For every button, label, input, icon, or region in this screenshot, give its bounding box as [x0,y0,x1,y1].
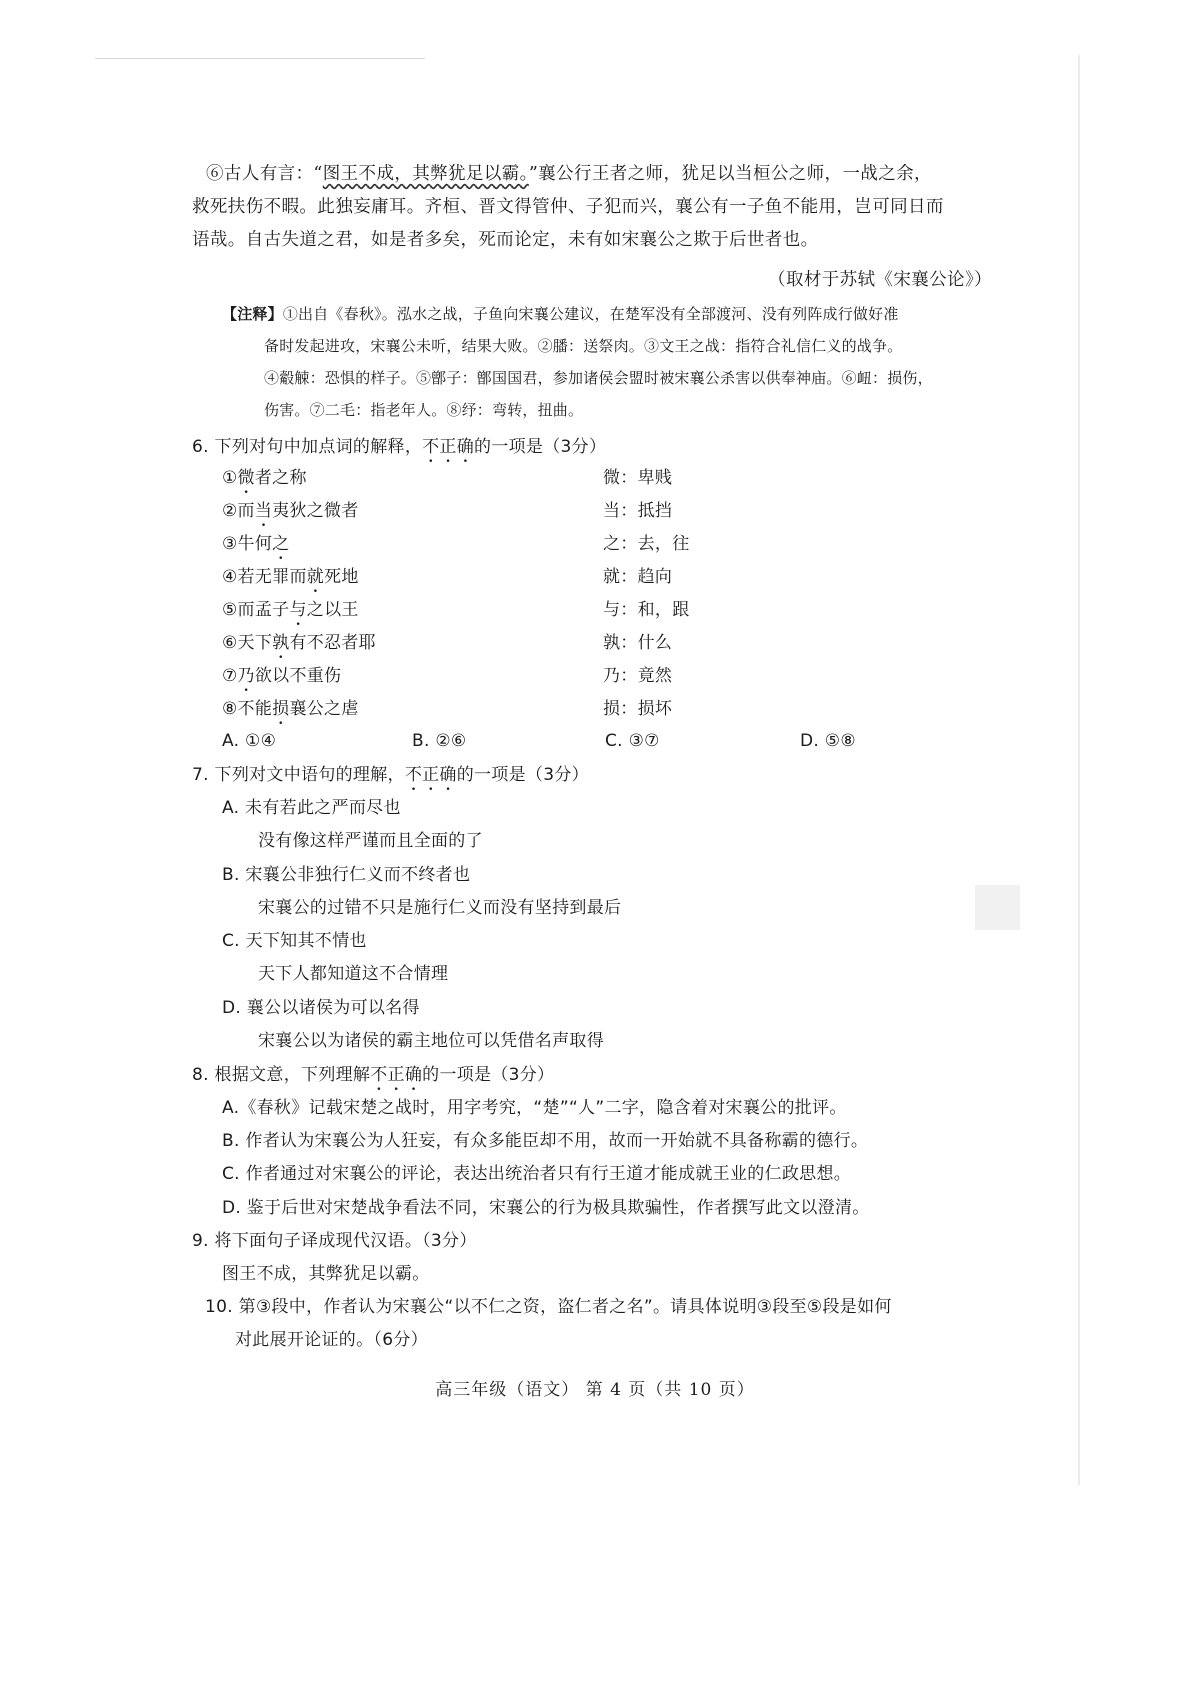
scan-top-line [95,58,425,59]
scan-smudge [975,885,1020,930]
question-9-sentence: 图王不成，其弊犹足以霸。 [222,1264,430,1284]
notes-line-4: 伤害。⑦二毛：指老年人。⑧纾：弯转，扭曲。 [264,401,584,419]
q7-option-a: A. 未有若此之严而尽也 [222,798,401,818]
q6-item-gloss: 微：卑贱 [603,468,673,488]
q6-item-gloss: 与：和，跟 [603,600,690,620]
notes-text: ①出自《春秋》。泓水之战，子鱼向宋襄公建议，在楚军没有全部渡河、没有列阵成行做好准 [282,305,899,323]
q8-option-a: A.《春秋》记载宋楚之战时，用字考究，“楚”“人”二字，隐含着对宋襄公的批评。 [222,1098,847,1118]
q7-option-b: B. 宋襄公非独行仁义而不终者也 [222,865,471,885]
question-6-stem [192,436,606,467]
question-8-stem: 8. 根据文意，下列理解不正确的一项是（3分） [192,1065,555,1085]
q7-option-d-gloss: 宋襄公以为诸侯的霸主地位可以凭借名声取得 [258,1031,604,1051]
q6-stem-emphasis: 不正确 [422,437,475,457]
passage-line-3: 语哉。自古失道之君，如是者多矣，死而论定，未有如宋襄公之欺于后世者也。 [192,230,819,250]
question-9-stem: 9. 将下面句子译成现代汉语。（3分） [192,1231,477,1251]
q6-item-gloss: 之：去，往 [603,534,690,554]
q7-option-b-gloss: 宋襄公的过错不只是施行仁义而没有坚持到最后 [258,898,622,918]
passage-line-2: 救死扶伤不暇。此独妄庸耳。齐桓、晋文得管仲、子犯而兴，襄公有一子鱼不能用，岂可同日而 [192,197,944,217]
q6-item-gloss: 损：损坏 [603,699,673,719]
q6-stem-text: 6. 下列对句中加点词的解释， [192,437,423,457]
scan-right-edge [1078,55,1080,1485]
notes-line-3: ④觳觫：恐惧的样子。⑤鄫子：鄫国国君，参加诸侯会盟时被宋襄公杀害以供奉神庙。⑥衄：损伤， [264,369,933,387]
q7-option-d: D. 襄公以诸侯为可以名得 [222,998,420,1018]
passage-text: ⑥古人有言：“ [206,164,323,184]
notes-line-1 [222,298,992,330]
passage-line-1 [192,158,992,191]
q6-stem-text: 的一项是（3分） [474,437,607,457]
notes-label: 【注释】 [222,305,283,323]
q6-item-gloss: 乃：竟然 [603,666,673,686]
q6-option-a: A. ①④ [222,731,277,751]
q6-option-c: C. ③⑦ [605,731,660,751]
q7-option-a-gloss: 没有像这样严谨而且全面的了 [258,831,483,851]
passage-paragraph-6 [192,158,992,257]
page-footer: 高三年级（语文） 第 4 页（共 10 页） [435,1380,755,1400]
q7-option-c-gloss: 天下人都知道这不合情理 [258,964,449,984]
q6-option-b: B. ②⑥ [412,731,467,751]
q6-item-gloss: 当：抵挡 [603,501,673,521]
q7-option-c: C. 天下知其不情也 [222,931,367,951]
q6-item: ④若无罪而就死地 [222,567,359,587]
q8-option-b: B. 作者认为宋襄公为人狂妄，有众多能臣却不用，故而一开始就不具备称霸的德行。 [222,1131,869,1151]
q6-item-gloss: 孰：什么 [603,633,673,653]
q6-item: ⑦乃欲以不重伤 [222,666,342,686]
notes-block [222,298,992,426]
question-10-line-1: 10. 第③段中，作者认为宋襄公“以不仁之资，盗仁者之名”。请具体说明③段至⑤段是如何 [205,1297,892,1317]
q6-item: ①微者之称 [222,468,307,488]
passage-text: ”襄公行王者之师，犹足以当桓公之师，一战之余， [528,164,932,184]
q8-option-d: D. 鉴于后世对宋楚战争看法不同，宋襄公的行为极具欺骗性，作者撰写此文以澄清。 [222,1198,870,1218]
question-7-stem: 7. 下列对文中语句的理解，不正确的一项是（3分） [192,765,589,785]
passage-wavy-quote: 图王不成，其弊犹足以霸。 [322,164,529,184]
q6-item: ⑧不能损襄公之虐 [222,699,359,719]
q6-item: ②而当夷狄之微者 [222,501,359,521]
question-10-line-2: 对此展开论证的。（6分） [235,1330,428,1350]
q6-item: ⑤而孟子与之以王 [222,600,359,620]
q6-item-gloss: 就：趋向 [603,567,673,587]
q6-item: ③牛何之 [222,534,290,554]
q8-option-c: C. 作者通过对宋襄公的评论，表达出统治者只有行王道才能成就王业的仁政思想。 [222,1164,852,1184]
notes-line-2: 备时发起进攻，宋襄公未听，结果大败。②膰：送祭肉。③文王之战：指符合礼信仁义的战争。 [264,337,903,355]
q6-option-d: D. ⑤⑧ [800,731,856,751]
q6-item: ⑥天下孰有不忍者耶 [222,633,376,653]
passage-source: （取材于苏轼《宋襄公论》） [768,270,992,290]
